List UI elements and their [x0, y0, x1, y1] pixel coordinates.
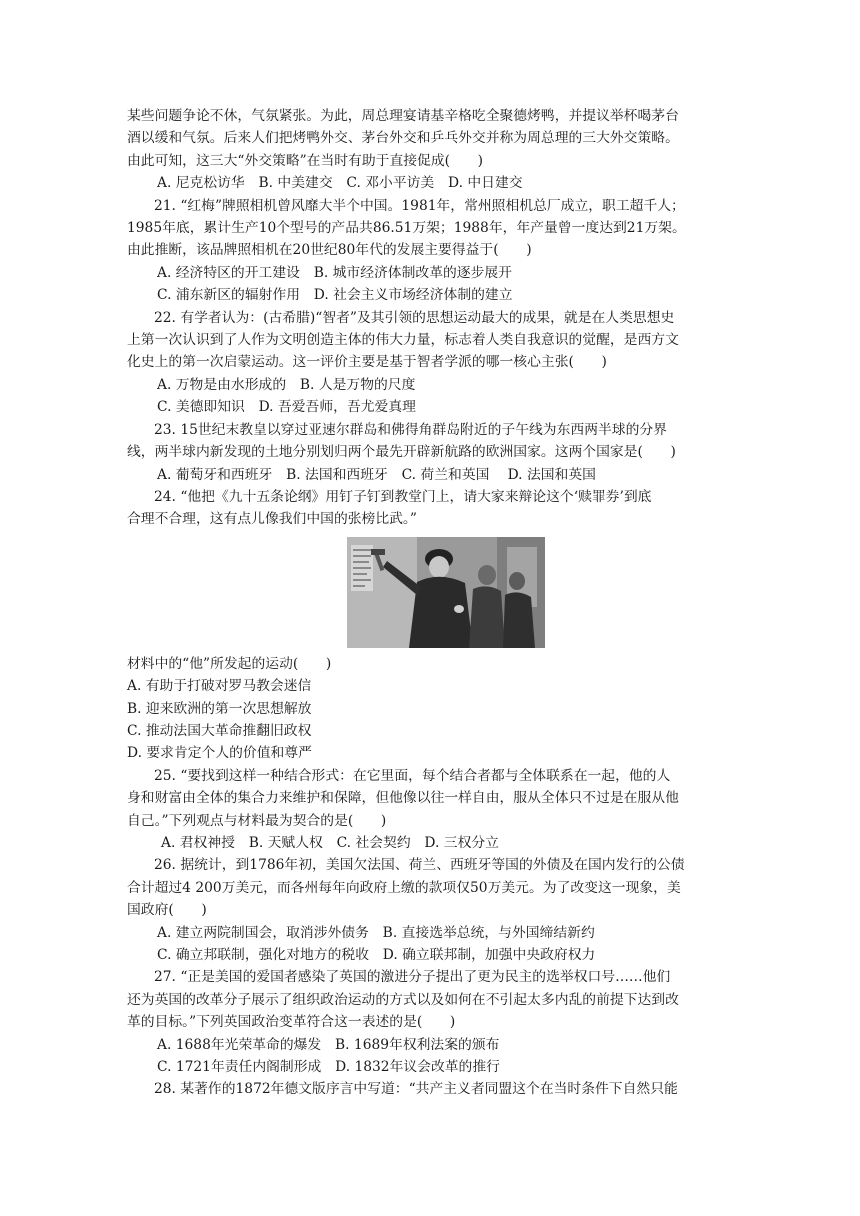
q27-stem: 革的目标。”下列英国政治变革符合这一表述的是( ): [127, 1014, 456, 1031]
q24-question: 材料中的“他”所发起的运动( ): [127, 655, 332, 672]
q23-stem: 线，两半球内新发现的土地分别划归两个最先开辟新航路的欧洲国家。这两个国家是( ): [127, 444, 676, 461]
q26-options-ab: A. 建立两院制国会，取消涉外债务 B. 直接选举总统，与外国缔结新约: [157, 924, 595, 941]
q27-stem: 还为英国的改革分子展示了组织政治运动的方式以及如何在不引起太多内乱的前提下达到改: [127, 991, 679, 1008]
q21-options-cd: C. 浦东新区的辐射作用 D. 社会主义市场经济体制的建立: [157, 287, 513, 304]
q26-stem: 国政府( ): [127, 902, 207, 919]
question-23: [127, 419, 735, 486]
q24-option-b: B. 迎来欧洲的第一次思想解放: [127, 700, 312, 717]
q21-stem: 由此推断，该品牌照相机在20世纪80年代的发展主要得益于( ): [127, 242, 532, 259]
q26-stem: 26. 据统计，到1786年初，美国欠法国、荷兰、西班牙等国的外债及在国内发行的公债: [154, 857, 685, 874]
q25-stem: 25. “要找到这样一种结合形式：在它里面，每个结合者都与全体联系在一起，他的人: [154, 767, 671, 784]
q28-stem: 28. 某著作的1872年德文版序言中写道：“共产主义者同盟这个在当时条件下自然只能: [154, 1081, 678, 1098]
q27-options-cd: C. 1721年责任内阁制形成 D. 1832年议会改革的推行: [157, 1059, 500, 1076]
q24-option-c: C. 推动法国大革命推翻旧政权: [127, 722, 312, 739]
q21-options-ab: A. 经济特区的开工建设 B. 城市经济体制改革的逐步展开: [157, 264, 512, 281]
q23-options: A. 葡萄牙和西班牙 B. 法国和西班牙 C. 荷兰和英国 D. 法国和英国: [157, 466, 596, 483]
question-24: [127, 486, 735, 765]
question-21: [127, 195, 735, 307]
luther-nailing-theses-image: [347, 537, 545, 648]
q20-text-line: 由此可知，这三大“外交策略”在当时有助于直接促成( ): [127, 152, 483, 169]
q22-options-cd: C. 美德即知识 D. 吾爱吾师，吾尤爱真理: [157, 399, 416, 416]
q21-stem: 21. “红梅”牌照相机曾风靡大半个中国。1981年，常州照相机总厂成立，职工超千人；: [154, 197, 685, 214]
q25-options: A. 君权神授 B. 天赋人权 C. 社会契约 D. 三权分立: [161, 834, 499, 851]
q27-stem: 27. “正是美国的爱国者感染了英国的激进分子提出了更为民主的选举权口号……他们: [154, 969, 671, 986]
question-27: [127, 966, 735, 1078]
q20-options: A. 尼克松访华 B. 中美建交 C. 邓小平访美 D. 中日建交: [157, 175, 523, 192]
question-28: [127, 1078, 735, 1100]
q23-stem: 23. 15世纪末教皇以穿过亚速尔群岛和佛得角群岛附近的子午线为东西两半球的分界: [154, 421, 667, 438]
q22-stem: 22. 有学者认为：(古希腊)“智者”及其引领的思想运动最大的成果，就是在人类思想史: [154, 309, 675, 326]
q26-stem: 合计超过4 200万美元，而各州每年向政府上缴的款项仅50万美元。为了改变这一现象，美: [127, 879, 681, 896]
q26-options-cd: C. 确立邦联制，强化对地方的税收 D. 确立联邦制，加强中央政府权力: [157, 947, 596, 963]
q20-text-line: 酒以缓和气氛。后来人们把烤鸭外交、茅台外交和乒乓外交并称为周总理的三大外交策略。: [127, 130, 679, 147]
q27-options-ab: A. 1688年光荣革命的爆发 B. 1689年权利法案的颁布: [157, 1036, 500, 1053]
q20-text-line: 某些问题争论不休，气氛紧张。为此，周总理宴请基辛格吃全聚德烤鸭，并提议举杯喝茅台: [127, 108, 679, 124]
q22-stem: 化史上的第一次启蒙运动。这一评价主要是基于智者学派的哪一核心主张( ): [127, 354, 607, 371]
q24-stem: 24. “他把《九十五条论纲》用钉子钉到教堂门上，请大家来辩论这个‘赎罪券’到底: [154, 488, 652, 505]
q25-stem: 自己。”下列观点与材料最为契合的是( ): [127, 812, 387, 829]
q24-option-d: D. 要求肯定个人的价值和尊严: [127, 745, 312, 762]
q21-stem: 1985年底，累计生产10个型号的产品共86.51万架；1988年，年产量曾一度达到21万架。: [127, 220, 686, 237]
question-25: [127, 765, 735, 855]
q25-stem: 身和财富由全体的集合力来维护和保障，但他像以往一样自由，服从全体只不过是在服从他: [127, 790, 679, 807]
question-20: [127, 105, 735, 195]
q24-option-a: A. 有助于打破对罗马教会迷信: [127, 678, 312, 695]
question-list: [127, 105, 735, 1101]
q22-options-ab: A. 万物是由水形成的 B. 人是万物的尺度: [157, 376, 416, 393]
question-26: [127, 854, 735, 966]
question-22: [127, 307, 735, 419]
q24-stem: 合理不合理，这有点儿像我们中国的张榜比武。”: [127, 511, 417, 528]
q22-stem: 上第一次认识到了人作为文明创造主体的伟大力量，标志着人类自我意识的觉醒，是西方文: [127, 332, 679, 349]
